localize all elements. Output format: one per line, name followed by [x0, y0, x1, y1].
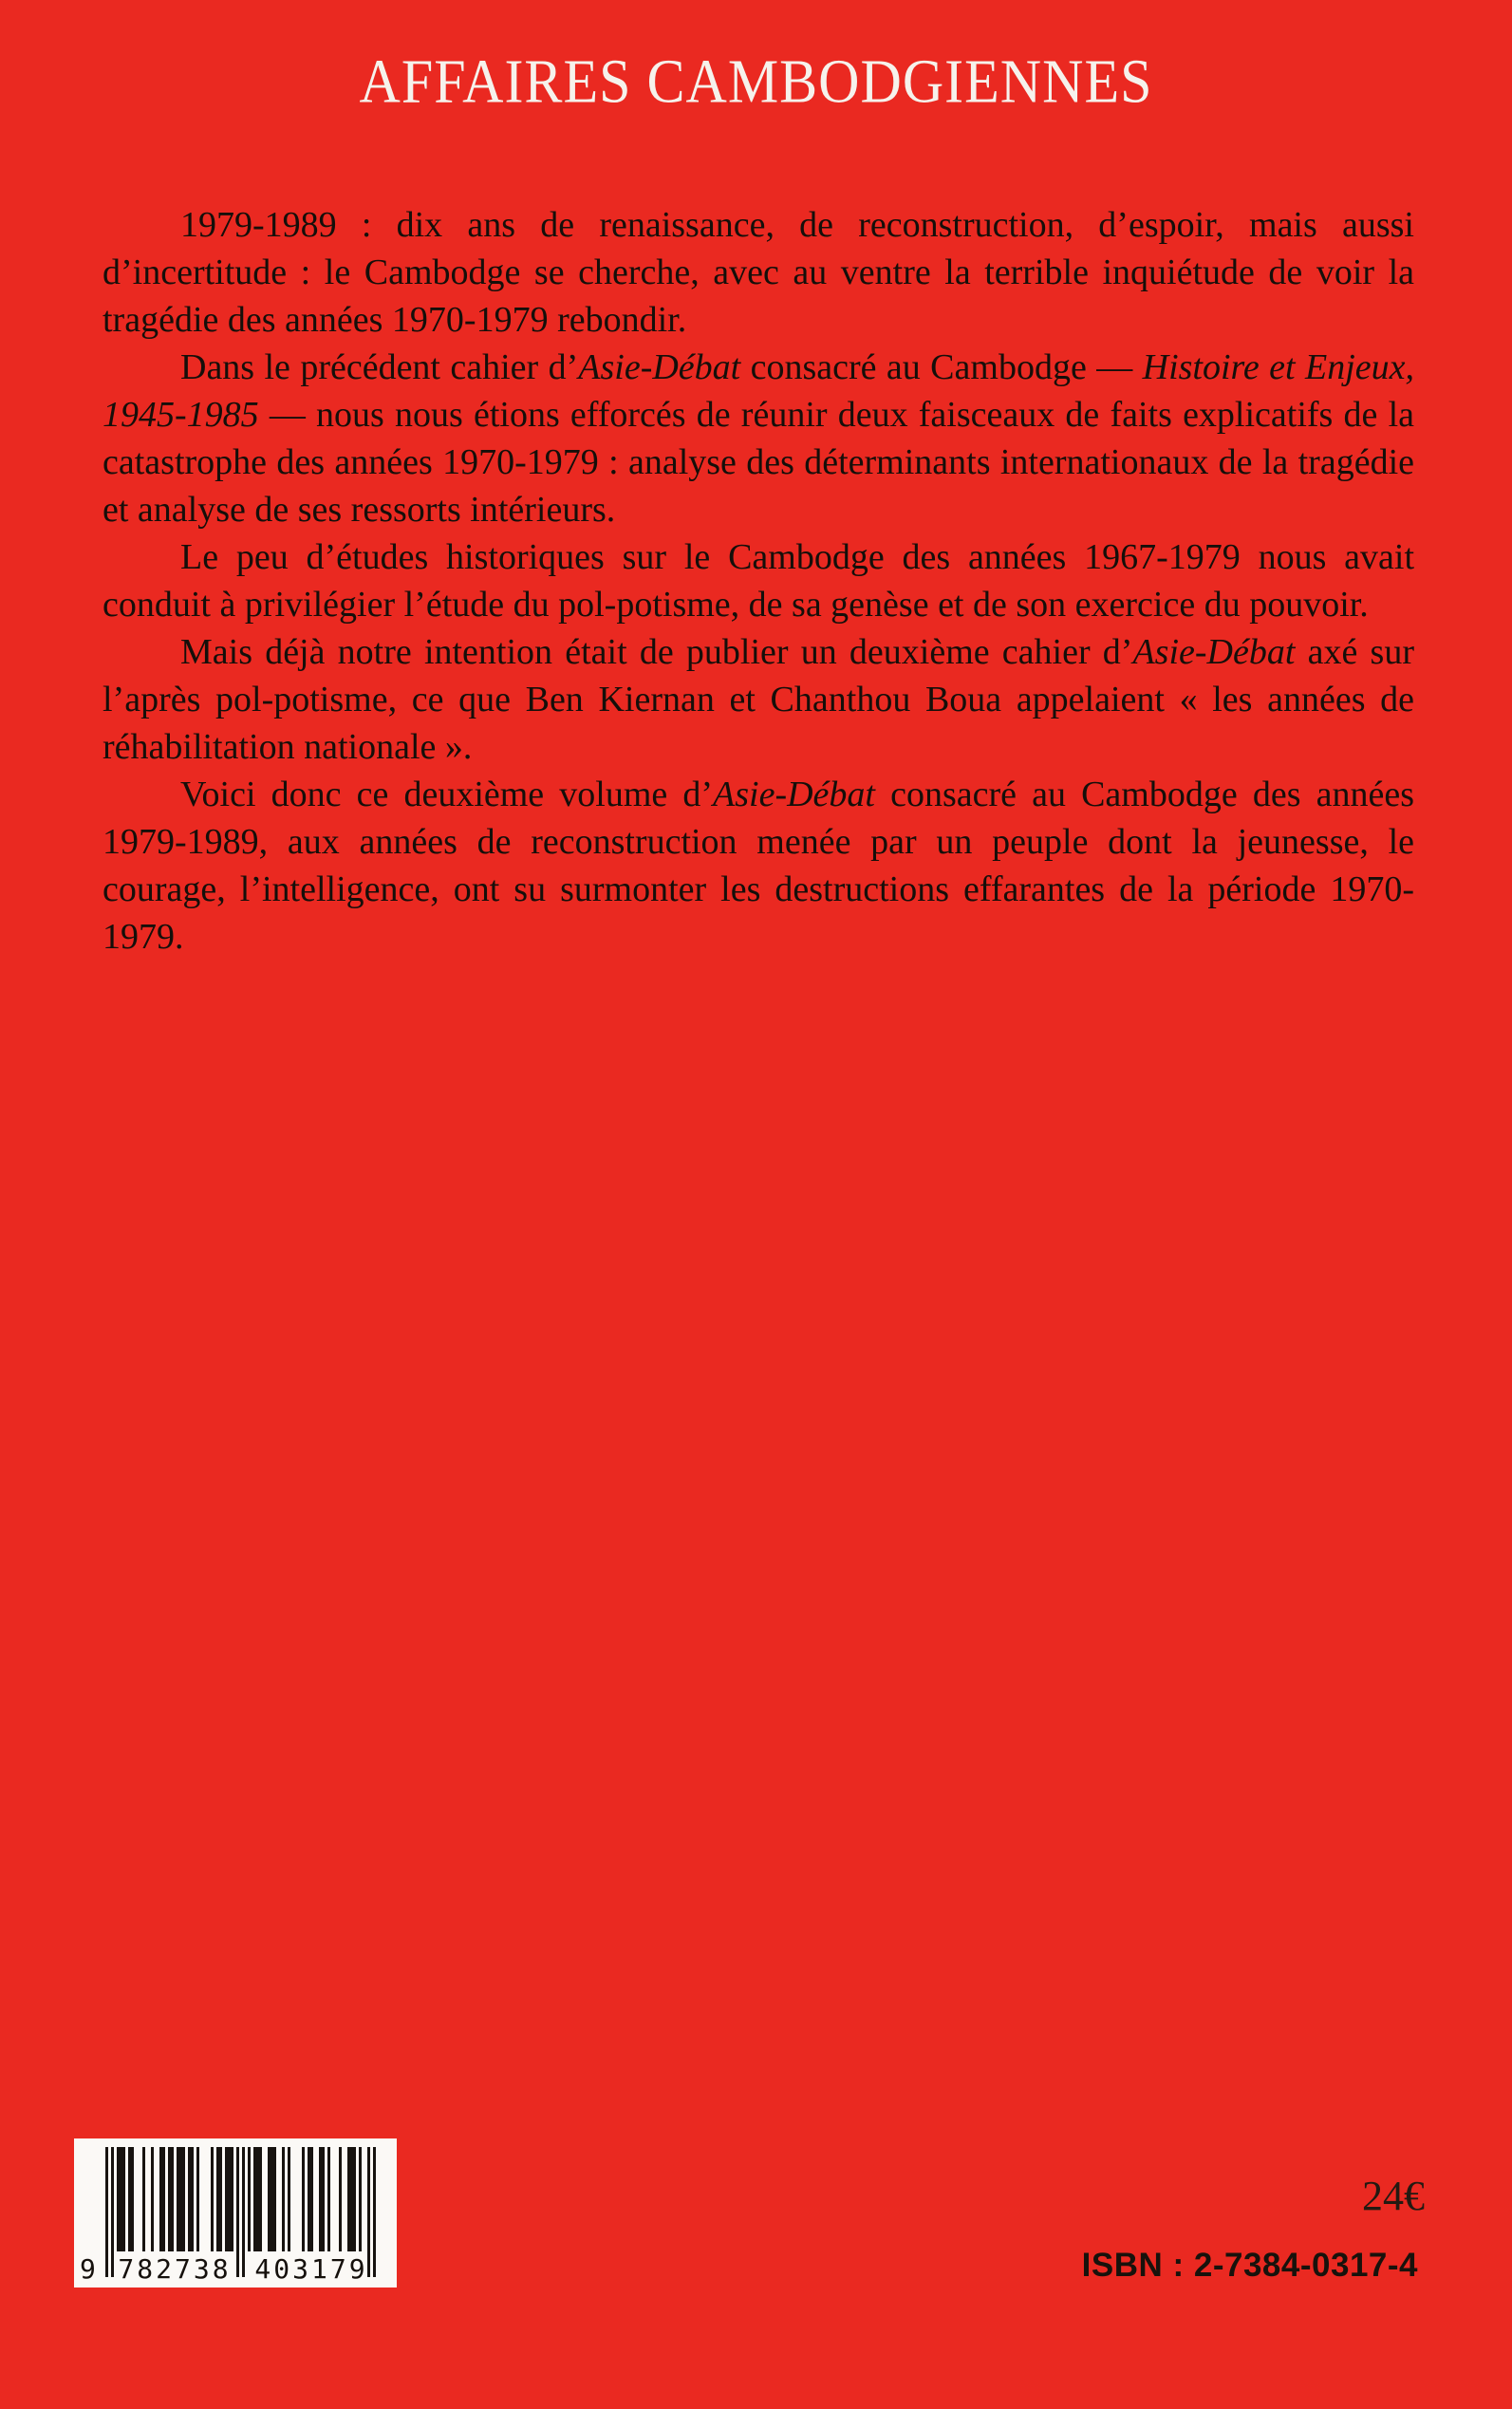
barcode-bar: [162, 2147, 165, 2251]
barcode-bar: [327, 2147, 330, 2251]
barcode-bar: [282, 2147, 285, 2251]
paragraph: Le peu d’études historiques sur le Cambodge des années 1967-1979 nous avait conduit à privilégier l’étude du pol-potisme, de sa genèse et de son exercice du pouvoir.: [103, 537, 1414, 625]
paragraph: 1979-1989 : dix ans de renaissance, de reconstruction, d’espoir, mais aussi d’incertitude : le Cambodge se cherche, avec au ventre la terrible inquiétude de voir la tragédie des années 1970-1979 rebondir.: [103, 205, 1414, 340]
barcode-bar: [259, 2147, 262, 2251]
barcode-bar: [248, 2147, 251, 2251]
barcode-bar: [322, 2147, 325, 2251]
back-cover-text: [103, 201, 1414, 961]
barcode-bar: [105, 2147, 108, 2277]
barcode-bar: [122, 2147, 125, 2251]
paragraph: Dans le précédent cahier d’Asie-Débat consacré au Cambodge — Histoire et Enjeux, 1945-1985 — nous nous étions efforcés de réunir deux faisceaux de faits explicatifs de la catastrophe des années 1970-1979 : analyse des déterminants internationaux de la tragédie et analyse de ses ressorts intérieurs.: [103, 347, 1414, 530]
barcode-bar: [191, 2147, 194, 2251]
barcode-bar: [359, 2147, 362, 2251]
barcode-bar: [151, 2147, 154, 2251]
barcode-bar: [182, 2147, 185, 2251]
barcode-bar: [211, 2147, 214, 2251]
price-label: 24€: [1362, 2173, 1425, 2219]
barcode-bar: [373, 2147, 376, 2277]
barcode-bar: [196, 2147, 199, 2251]
barcode-first-digit: 9: [80, 2253, 99, 2285]
page-title: AFFAIRES CAMBODGIENNES: [359, 47, 1153, 116]
barcode-bar: [142, 2147, 145, 2251]
barcode-bar: [171, 2147, 174, 2251]
barcode-bar: [273, 2147, 276, 2251]
barcode-bar: [288, 2147, 290, 2251]
barcode-bar: [236, 2147, 239, 2277]
barcode-bar: [339, 2147, 342, 2251]
barcode-right-digits: 403179: [254, 2253, 368, 2285]
barcode: [74, 2138, 397, 2288]
paragraph: Voici donc ce deuxième volume d’Asie-Débat consacré au Cambodge des années 1979-1989, aux années de reconstruction menée par un peuple dont la jeunesse, le courage, l’intelligence, ont su surmonter les destructions effarantes de la période 1970-1979.: [103, 775, 1414, 957]
barcode-bar: [219, 2147, 222, 2251]
barcode-bar: [353, 2147, 356, 2251]
barcode-left-digits: 782738: [118, 2253, 232, 2285]
barcode-bar: [310, 2147, 313, 2251]
barcode-bar: [131, 2147, 134, 2251]
barcode-bar: [302, 2147, 305, 2251]
barcode-bar: [242, 2147, 245, 2277]
paragraph: Mais déjà notre intention était de publier un deuxième cahier d’Asie-Débat axé sur l’après pol-potisme, ce que Ben Kiernan et Chanthou Boua appelaient « les années de réhabilitation nationale ».: [103, 632, 1414, 767]
barcode-bar: [231, 2147, 233, 2251]
isbn-label: ISBN : 2-7384-0317-4: [1081, 2247, 1418, 2284]
